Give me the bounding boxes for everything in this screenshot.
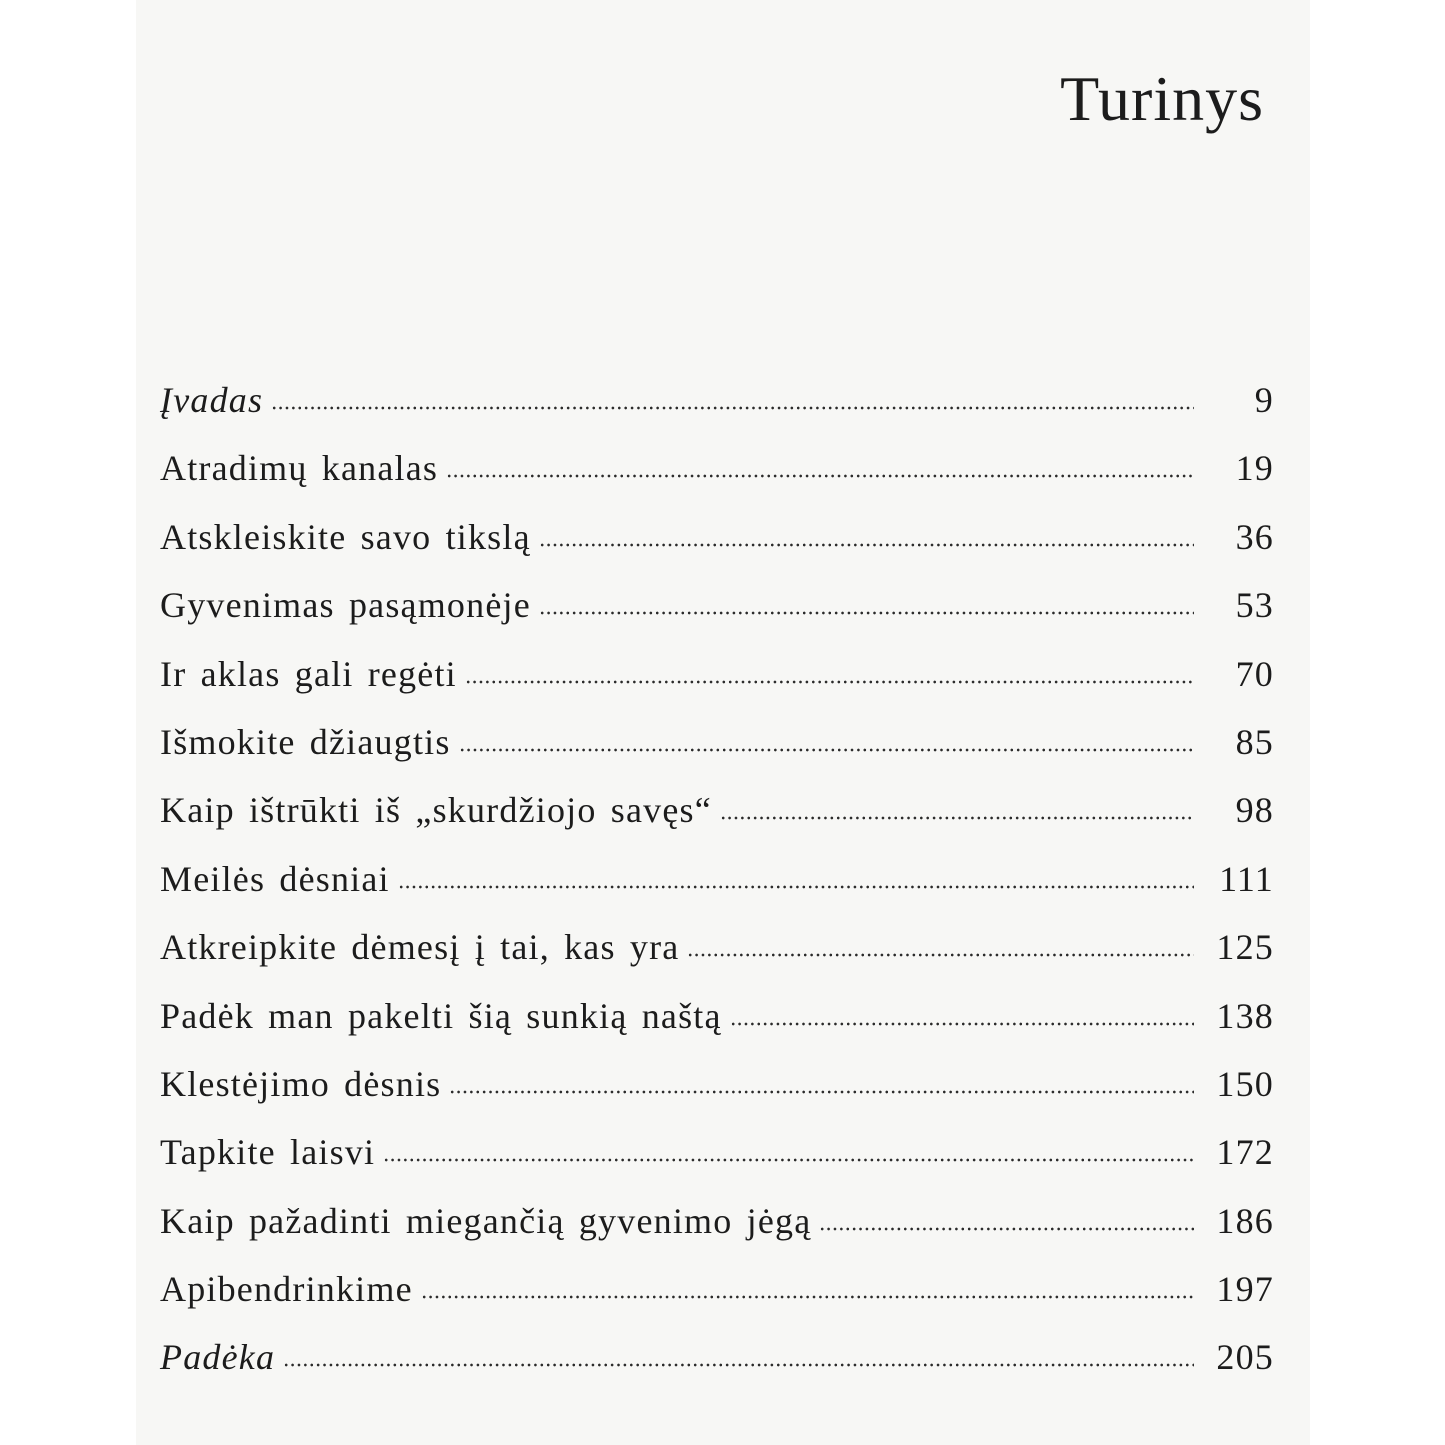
toc-entry-title: Ir aklas gali regėti — [160, 653, 457, 694]
toc-entry-title: Gyvenimas pasąmonėje — [160, 585, 531, 626]
toc-entry-title: Atskleiskite savo tikslą — [160, 516, 531, 557]
dot-leader — [687, 953, 1194, 957]
toc-entry — [160, 379, 1274, 447]
toc-entry-page-number: 9 — [1254, 380, 1274, 420]
toc-entry — [160, 1268, 1274, 1336]
toc-entry — [160, 1131, 1274, 1199]
toc-entry-title: Padėka — [160, 1337, 276, 1378]
toc-entry-title: Meilės dėsniai — [160, 858, 390, 899]
toc-entry-page-number: 150 — [1216, 1063, 1274, 1104]
toc-entry-title: Klestėjimo dėsnis — [160, 1063, 442, 1104]
toc-entry — [160, 1063, 1274, 1131]
toc-entry — [160, 516, 1274, 584]
toc-entry-title: Kaip ištrūkti iš „skurdžiojo savęs“ — [160, 790, 712, 831]
toc-entry — [160, 789, 1274, 857]
dot-leader — [271, 406, 1194, 410]
toc-entry — [160, 447, 1274, 515]
dot-leader — [446, 474, 1194, 478]
dot-leader — [449, 1090, 1194, 1094]
dot-leader — [465, 680, 1194, 684]
table-of-contents — [160, 379, 1274, 1405]
toc-entry-title: Atkreipkite dėmesį į tai, kas yra — [160, 927, 680, 968]
toc-entry-page-number: 125 — [1216, 927, 1274, 968]
toc-entry — [160, 995, 1274, 1063]
toc-entry-page-number: 197 — [1216, 1269, 1274, 1310]
toc-entry-title: Apibendrinkime — [160, 1269, 413, 1310]
dot-leader — [421, 1295, 1194, 1299]
toc-entry — [160, 653, 1274, 721]
toc-entry-page-number: 19 — [1235, 448, 1274, 489]
toc-entry-page-number: 70 — [1235, 653, 1274, 694]
toc-entry — [160, 1336, 1274, 1404]
toc-entry-title: Tapkite laisvi — [160, 1132, 376, 1173]
toc-entry — [160, 926, 1274, 994]
toc-entry-title: Atradimų kanalas — [160, 448, 439, 489]
toc-entry-title: Išmokite džiaugtis — [160, 721, 451, 762]
dot-leader — [459, 748, 1194, 752]
dot-leader — [720, 816, 1194, 820]
dot-leader — [539, 543, 1194, 547]
dot-leader — [819, 1227, 1194, 1231]
toc-entry-page-number: 186 — [1216, 1200, 1274, 1241]
dot-leader — [730, 1022, 1194, 1026]
toc-entry — [160, 858, 1274, 926]
toc-entry-page-number: 53 — [1235, 585, 1274, 626]
toc-entry-title: Įvadas — [160, 380, 264, 420]
toc-entry-page-number: 85 — [1235, 721, 1274, 762]
toc-entry-title: Kaip pažadinti miegančią gyvenimo jėgą — [160, 1200, 812, 1241]
dot-leader — [539, 611, 1194, 615]
dot-leader — [398, 885, 1194, 889]
toc-entry — [160, 1200, 1274, 1268]
toc-entry-page-number: 138 — [1216, 995, 1274, 1036]
toc-entry-page-number: 36 — [1235, 516, 1274, 557]
toc-entry-page-number: 205 — [1216, 1337, 1274, 1378]
page-title: Turinys — [1060, 63, 1264, 134]
book-page — [136, 0, 1310, 1445]
toc-entry-page-number: 98 — [1235, 790, 1274, 831]
toc-entry-page-number: 111 — [1219, 858, 1274, 899]
toc-entry-title: Padėk man pakelti šią sunkią naštą — [160, 995, 722, 1036]
dot-leader — [383, 1158, 1194, 1162]
toc-entry-page-number: 172 — [1216, 1132, 1274, 1173]
toc-entry — [160, 584, 1274, 652]
toc-entry — [160, 721, 1274, 789]
dot-leader — [283, 1363, 1194, 1367]
